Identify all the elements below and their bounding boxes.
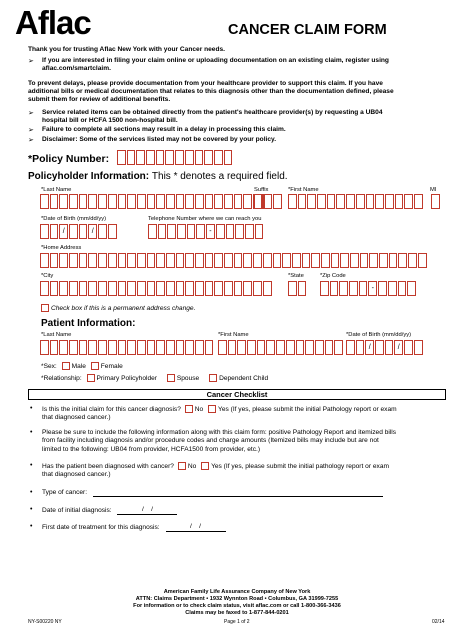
input-box[interactable]	[127, 281, 136, 296]
policy-box[interactable]	[195, 150, 204, 165]
input-box[interactable]	[185, 281, 194, 296]
input-box[interactable]	[205, 340, 214, 355]
input-box[interactable]	[414, 340, 423, 355]
initial-claim-no-checkbox[interactable]	[185, 405, 193, 413]
ph-zip-label: *Zip Code	[320, 273, 346, 279]
input-box[interactable]	[378, 281, 387, 296]
input-box[interactable]	[288, 281, 297, 296]
input-box[interactable]	[320, 281, 329, 296]
input-box[interactable]	[331, 253, 340, 268]
ph-mi-label: MI	[430, 187, 437, 193]
initial-diagnosis-date-field[interactable]: / /	[117, 506, 177, 515]
input-box[interactable]	[50, 194, 59, 209]
input-box[interactable]	[398, 281, 407, 296]
input-box[interactable]	[69, 281, 78, 296]
pt-last-name-label: *Last Name	[41, 332, 72, 338]
input-box[interactable]	[79, 253, 88, 268]
ph-last-name-label: *Last Name	[41, 187, 72, 193]
input-box[interactable]	[276, 340, 285, 355]
input-box[interactable]	[166, 281, 175, 296]
form-date: 02/14	[432, 619, 445, 625]
input-box[interactable]	[379, 253, 388, 268]
input-box[interactable]	[108, 253, 117, 268]
input-box[interactable]	[88, 194, 97, 209]
input-box[interactable]	[137, 281, 146, 296]
input-box[interactable]	[366, 194, 375, 209]
input-box[interactable]	[282, 253, 291, 268]
input-box[interactable]	[59, 340, 68, 355]
input-box[interactable]	[88, 253, 97, 268]
policy-number-boxes[interactable]	[117, 150, 233, 165]
input-box[interactable]	[108, 340, 117, 355]
policyholder-heading: Policyholder Information: This * denotes a required field.	[28, 171, 288, 182]
input-box[interactable]	[98, 224, 107, 239]
input-box[interactable]	[235, 224, 244, 239]
primary-checkbox[interactable]	[87, 374, 95, 382]
input-box[interactable]	[118, 340, 127, 355]
input-box[interactable]	[50, 340, 59, 355]
ph-phone-label: Telephone Number where we can reach you	[148, 216, 262, 222]
patient-heading: Patient Information:	[41, 318, 136, 329]
input-box[interactable]	[108, 224, 117, 239]
input-box[interactable]	[50, 281, 59, 296]
input-box[interactable]	[264, 194, 273, 209]
input-box[interactable]	[218, 340, 227, 355]
input-box[interactable]	[98, 340, 107, 355]
input-box[interactable]	[166, 340, 175, 355]
input-box[interactable]	[176, 281, 185, 296]
input-box[interactable]	[360, 253, 369, 268]
relationship-label: *Relationship:	[41, 374, 82, 382]
input-box[interactable]	[137, 340, 146, 355]
input-box[interactable]	[307, 194, 316, 209]
input-box[interactable]	[108, 281, 117, 296]
input-box[interactable]	[88, 281, 97, 296]
input-box[interactable]	[398, 253, 407, 268]
input-box[interactable]	[147, 340, 156, 355]
input-box[interactable]	[79, 224, 88, 239]
input-box[interactable]: -	[206, 224, 215, 239]
input-box[interactable]	[302, 253, 311, 268]
bullet-icon: •	[30, 489, 33, 496]
input-box[interactable]	[195, 281, 204, 296]
diagnosed-no-checkbox[interactable]	[178, 462, 186, 470]
input-box[interactable]	[166, 253, 175, 268]
input-box[interactable]	[247, 340, 256, 355]
input-box[interactable]	[404, 340, 413, 355]
input-box[interactable]	[176, 194, 185, 209]
input-box[interactable]	[98, 253, 107, 268]
input-box[interactable]	[418, 253, 427, 268]
input-box[interactable]	[257, 340, 266, 355]
input-box[interactable]	[350, 253, 359, 268]
policy-box[interactable]	[175, 150, 184, 165]
disclaimer-text: Disclaimer: Some of the services listed may not be covered by your policy.	[42, 136, 277, 143]
input-box[interactable]: /	[88, 224, 97, 239]
input-box[interactable]	[253, 253, 262, 268]
input-box[interactable]	[195, 194, 204, 209]
form-title: CANCER CLAIM FORM	[228, 22, 387, 38]
input-box[interactable]	[385, 340, 394, 355]
input-box[interactable]	[156, 194, 165, 209]
input-box[interactable]	[234, 194, 243, 209]
policy-box[interactable]	[117, 150, 126, 165]
service-items-text	[42, 109, 462, 125]
spouse-label: Spouse	[176, 374, 200, 382]
ph-dob-boxes[interactable]	[40, 224, 118, 239]
input-box[interactable]	[59, 194, 68, 209]
input-box[interactable]	[79, 281, 88, 296]
diagnosed-question: Has the patient been diagnosed with cancer? No Yes (If yes, please submit the initial pathology report or exam that diagnosed cancer.)	[42, 462, 389, 479]
prevent-line-1: To prevent delays, please provide documentation from your healthcare provider to support this claim. If you have	[28, 80, 383, 87]
arrow-bullet-icon: ➢	[28, 137, 34, 144]
input-box[interactable]	[286, 340, 295, 355]
input-box[interactable]	[176, 253, 185, 268]
checklist-heading: Cancer Checklist	[28, 389, 446, 400]
input-box[interactable]	[40, 224, 49, 239]
input-box[interactable]	[167, 224, 176, 239]
failure-text: Failure to complete all sections may result in a delay in processing this claim.	[42, 126, 286, 133]
input-box[interactable]	[166, 194, 175, 209]
ph-suffix-boxes[interactable]	[254, 194, 283, 209]
input-box[interactable]	[315, 340, 324, 355]
arrow-bullet-icon: ➢	[28, 127, 34, 134]
input-box[interactable]	[359, 281, 368, 296]
input-box[interactable]: -	[368, 281, 377, 296]
input-box[interactable]	[321, 253, 330, 268]
footer-address: ATTN: Claims Department • 1932 Wynnton Road • Columbus, GA 31999-7255	[135, 596, 339, 602]
input-box[interactable]	[243, 281, 252, 296]
input-box[interactable]	[298, 194, 307, 209]
input-box[interactable]	[234, 281, 243, 296]
input-box[interactable]	[137, 253, 146, 268]
input-box[interactable]	[40, 194, 49, 209]
pt-first-name-boxes[interactable]	[218, 340, 344, 355]
input-box[interactable]	[408, 253, 417, 268]
input-box[interactable]: /	[394, 340, 403, 355]
bullet-icon: •	[30, 523, 33, 530]
input-box[interactable]	[214, 253, 223, 268]
input-box[interactable]	[327, 194, 336, 209]
female-label: Female	[100, 362, 123, 370]
input-box[interactable]	[88, 340, 97, 355]
ph-suffix-label: Suffix	[254, 187, 269, 193]
input-box[interactable]	[79, 340, 88, 355]
input-box[interactable]	[127, 194, 136, 209]
online-link[interactable]: aflac.com/smartclaim.	[42, 65, 111, 73]
input-box[interactable]	[50, 253, 59, 268]
input-box[interactable]	[395, 194, 404, 209]
policy-box[interactable]	[185, 150, 194, 165]
input-box[interactable]	[79, 194, 88, 209]
input-box[interactable]	[234, 253, 243, 268]
input-box[interactable]	[196, 224, 205, 239]
input-box[interactable]	[356, 340, 365, 355]
dependent-checkbox[interactable]	[209, 374, 217, 382]
initial-claim-yes-checkbox[interactable]	[208, 405, 216, 413]
ph-home-address-label: *Home Address	[41, 245, 82, 251]
relationship-row	[41, 374, 268, 382]
input-box[interactable]	[224, 253, 233, 268]
input-box[interactable]	[375, 340, 384, 355]
ph-home-address-boxes[interactable]	[40, 253, 428, 268]
input-box[interactable]	[369, 253, 378, 268]
input-box[interactable]: /	[59, 224, 68, 239]
address-change-row	[41, 304, 195, 312]
input-box[interactable]	[273, 253, 282, 268]
input-box[interactable]	[311, 253, 320, 268]
input-box[interactable]	[288, 194, 297, 209]
input-box[interactable]	[147, 281, 156, 296]
input-box[interactable]	[40, 281, 49, 296]
dependent-label: Dependent Child	[219, 374, 269, 382]
type-of-cancer-row: Type of cancer:	[42, 489, 462, 497]
input-box[interactable]	[296, 340, 305, 355]
input-box[interactable]	[148, 224, 157, 239]
ph-city-boxes[interactable]	[40, 281, 273, 296]
input-box[interactable]	[325, 340, 334, 355]
thanks-text: Thank you for trusting Aflac New York with your Cancer needs.	[28, 46, 225, 53]
input-box[interactable]	[158, 224, 167, 239]
input-box[interactable]	[50, 224, 59, 239]
input-box[interactable]	[147, 194, 156, 209]
initial-diagnosis-row: Date of initial diagnosis: / /	[42, 506, 462, 515]
policy-box[interactable]	[214, 150, 223, 165]
input-box[interactable]	[69, 340, 78, 355]
page-number: Page 1 of 2	[224, 619, 250, 625]
input-box[interactable]	[226, 224, 235, 239]
ph-city-label: *City	[41, 273, 54, 279]
input-box[interactable]	[346, 194, 355, 209]
service-line-1: Service related items can be obtained directly from the patient's healthcare provider(s) by requesting a UB04	[42, 109, 383, 116]
input-box[interactable]	[388, 281, 397, 296]
input-box[interactable]	[156, 281, 165, 296]
input-box[interactable]	[127, 340, 136, 355]
spouse-checkbox[interactable]	[167, 374, 175, 382]
footer-fax: Claims may be faxed to 1-877-844-0201	[185, 610, 289, 616]
policy-box[interactable]	[204, 150, 213, 165]
input-box[interactable]	[156, 253, 165, 268]
ph-state-boxes[interactable]	[288, 281, 307, 296]
male-checkbox[interactable]	[62, 362, 70, 370]
initial-claim-question: Is this the initial claim for this cancer diagnosis? No Yes (If yes, please submit the initial Pathology report or exam that diagnosed cancer.)	[42, 405, 397, 422]
bullet-icon: •	[30, 429, 33, 436]
input-box[interactable]	[346, 340, 355, 355]
input-box[interactable]	[407, 281, 416, 296]
policy-box[interactable]	[165, 150, 174, 165]
input-box[interactable]	[263, 281, 272, 296]
ph-zip-boxes[interactable]	[320, 281, 417, 296]
input-box[interactable]	[147, 253, 156, 268]
pt-last-name-boxes[interactable]	[40, 340, 214, 355]
prevent-line-3: submit them for review of additional benefits.	[28, 96, 171, 104]
address-change-label: Check box if this is a permanent address change.	[51, 304, 196, 312]
input-box[interactable]	[59, 253, 68, 268]
online-line-1: If you are interested in filing your claim online or uploading documentation on an existing claim, register using	[42, 57, 389, 64]
input-box[interactable]	[205, 281, 214, 296]
primary-label: Primary Policyholder	[96, 374, 157, 382]
pt-dob-boxes[interactable]	[346, 340, 424, 355]
footer-company: American Family Life Assurance Company of New York	[163, 589, 311, 595]
form-id: NY-S00220 NY	[28, 619, 62, 625]
input-box[interactable]	[349, 281, 358, 296]
policy-box[interactable]	[146, 150, 155, 165]
input-box[interactable]	[339, 281, 348, 296]
input-box[interactable]	[243, 253, 252, 268]
input-box[interactable]	[205, 194, 214, 209]
input-box[interactable]	[375, 194, 384, 209]
input-box[interactable]	[224, 194, 233, 209]
input-box[interactable]	[118, 281, 127, 296]
input-box[interactable]	[266, 340, 275, 355]
first-treatment-row: First date of treatment for this diagnosis: / /	[42, 523, 462, 532]
input-box[interactable]	[187, 224, 196, 239]
input-box[interactable]	[340, 253, 349, 268]
input-box[interactable]	[255, 224, 264, 239]
sex-label: *Sex:	[41, 362, 57, 370]
input-box[interactable]	[330, 281, 339, 296]
policy-box[interactable]	[136, 150, 145, 165]
input-box[interactable]	[404, 194, 413, 209]
bullet-icon: •	[30, 506, 33, 513]
input-box[interactable]	[414, 194, 423, 209]
male-label: Male	[71, 362, 86, 370]
prevent-delays-text	[28, 80, 468, 105]
policy-box[interactable]	[127, 150, 136, 165]
input-box[interactable]	[224, 281, 233, 296]
ph-phone-boxes[interactable]	[148, 224, 264, 239]
ph-last-name-boxes[interactable]	[40, 194, 273, 209]
input-box[interactable]	[237, 340, 246, 355]
policy-box[interactable]	[224, 150, 233, 165]
input-box[interactable]	[431, 194, 440, 209]
input-box[interactable]	[118, 253, 127, 268]
ph-first-name-boxes[interactable]	[288, 194, 424, 209]
input-box[interactable]	[356, 194, 365, 209]
diagnosed-yes-checkbox[interactable]	[201, 462, 209, 470]
input-box[interactable]	[40, 253, 49, 268]
ph-state-label: *State	[288, 273, 304, 279]
ph-dob-label: *Date of Birth (mm/dd/yy)	[41, 216, 107, 222]
input-box[interactable]	[336, 194, 345, 209]
input-box[interactable]	[69, 224, 78, 239]
input-box[interactable]	[98, 194, 107, 209]
input-box[interactable]	[334, 340, 343, 355]
input-box[interactable]	[156, 340, 165, 355]
address-change-checkbox[interactable]	[41, 304, 49, 312]
input-box[interactable]	[205, 253, 214, 268]
aflac-logo: Aflac	[15, 4, 91, 41]
pt-dob-label: *Date of Birth (mm/dd/yy)	[346, 332, 412, 338]
input-box[interactable]	[263, 253, 272, 268]
footer-block	[0, 589, 474, 617]
input-box[interactable]	[177, 224, 186, 239]
input-box[interactable]	[216, 224, 225, 239]
input-box[interactable]	[385, 194, 394, 209]
input-box[interactable]	[273, 194, 282, 209]
input-box[interactable]	[195, 340, 204, 355]
service-line-2: hospital bill or HCFA 1500 non-hospital bill.	[42, 117, 178, 125]
input-box[interactable]: /	[365, 340, 374, 355]
arrow-bullet-icon: ➢	[28, 110, 34, 117]
bullet-icon: •	[30, 462, 33, 469]
online-claim-text	[42, 57, 462, 73]
footer-info: For information or to check claim status, visit aflac.com or call 1-800-366-3436	[133, 603, 341, 609]
input-box[interactable]	[137, 194, 146, 209]
input-box[interactable]	[253, 281, 262, 296]
type-of-cancer-field[interactable]	[93, 496, 383, 497]
policy-number-label: *Policy Number:	[28, 153, 110, 165]
input-box[interactable]	[69, 194, 78, 209]
arrow-bullet-icon: ➢	[28, 58, 34, 65]
input-box[interactable]	[40, 340, 49, 355]
input-box[interactable]	[108, 194, 117, 209]
input-box[interactable]	[214, 281, 223, 296]
input-box[interactable]	[389, 253, 398, 268]
include-info-text: Please be sure to include the following information along with this claim form: positive Pathology Report and itemized bills from facility including diagnosis and/or procedure codes and charge amounts (Itemized bills may include but are not limited to the following: UB04 from provider, HCFA1500 from provider, etc.)	[42, 429, 397, 453]
input-box[interactable]	[317, 194, 326, 209]
ph-first-name-label: *First Name	[288, 187, 319, 193]
input-box[interactable]	[98, 281, 107, 296]
input-box[interactable]	[228, 340, 237, 355]
female-checkbox[interactable]	[91, 362, 99, 370]
input-box[interactable]	[127, 253, 136, 268]
input-box[interactable]	[69, 253, 78, 268]
input-box[interactable]	[185, 253, 194, 268]
input-box[interactable]	[243, 194, 252, 209]
input-box[interactable]	[305, 340, 314, 355]
input-box[interactable]	[59, 281, 68, 296]
pt-first-name-label: *First Name	[218, 332, 249, 338]
input-box[interactable]	[176, 340, 185, 355]
ph-mi-box[interactable]	[431, 194, 441, 209]
input-box[interactable]	[298, 281, 307, 296]
sex-row	[41, 362, 123, 370]
bullet-icon: •	[30, 405, 33, 412]
prevent-line-2: additional bills or medical documentation that relates to this diagnosis other than the documentation defined, please	[28, 88, 394, 96]
policy-box[interactable]	[156, 150, 165, 165]
required-note: This * denotes a required field.	[151, 171, 288, 182]
first-treatment-date-field[interactable]: / /	[166, 523, 226, 532]
input-box[interactable]	[185, 340, 194, 355]
input-box[interactable]	[118, 194, 127, 209]
input-box[interactable]	[245, 224, 254, 239]
input-box[interactable]	[195, 253, 204, 268]
input-box[interactable]	[185, 194, 194, 209]
input-box[interactable]	[292, 253, 301, 268]
input-box[interactable]	[254, 194, 263, 209]
input-box[interactable]	[214, 194, 223, 209]
